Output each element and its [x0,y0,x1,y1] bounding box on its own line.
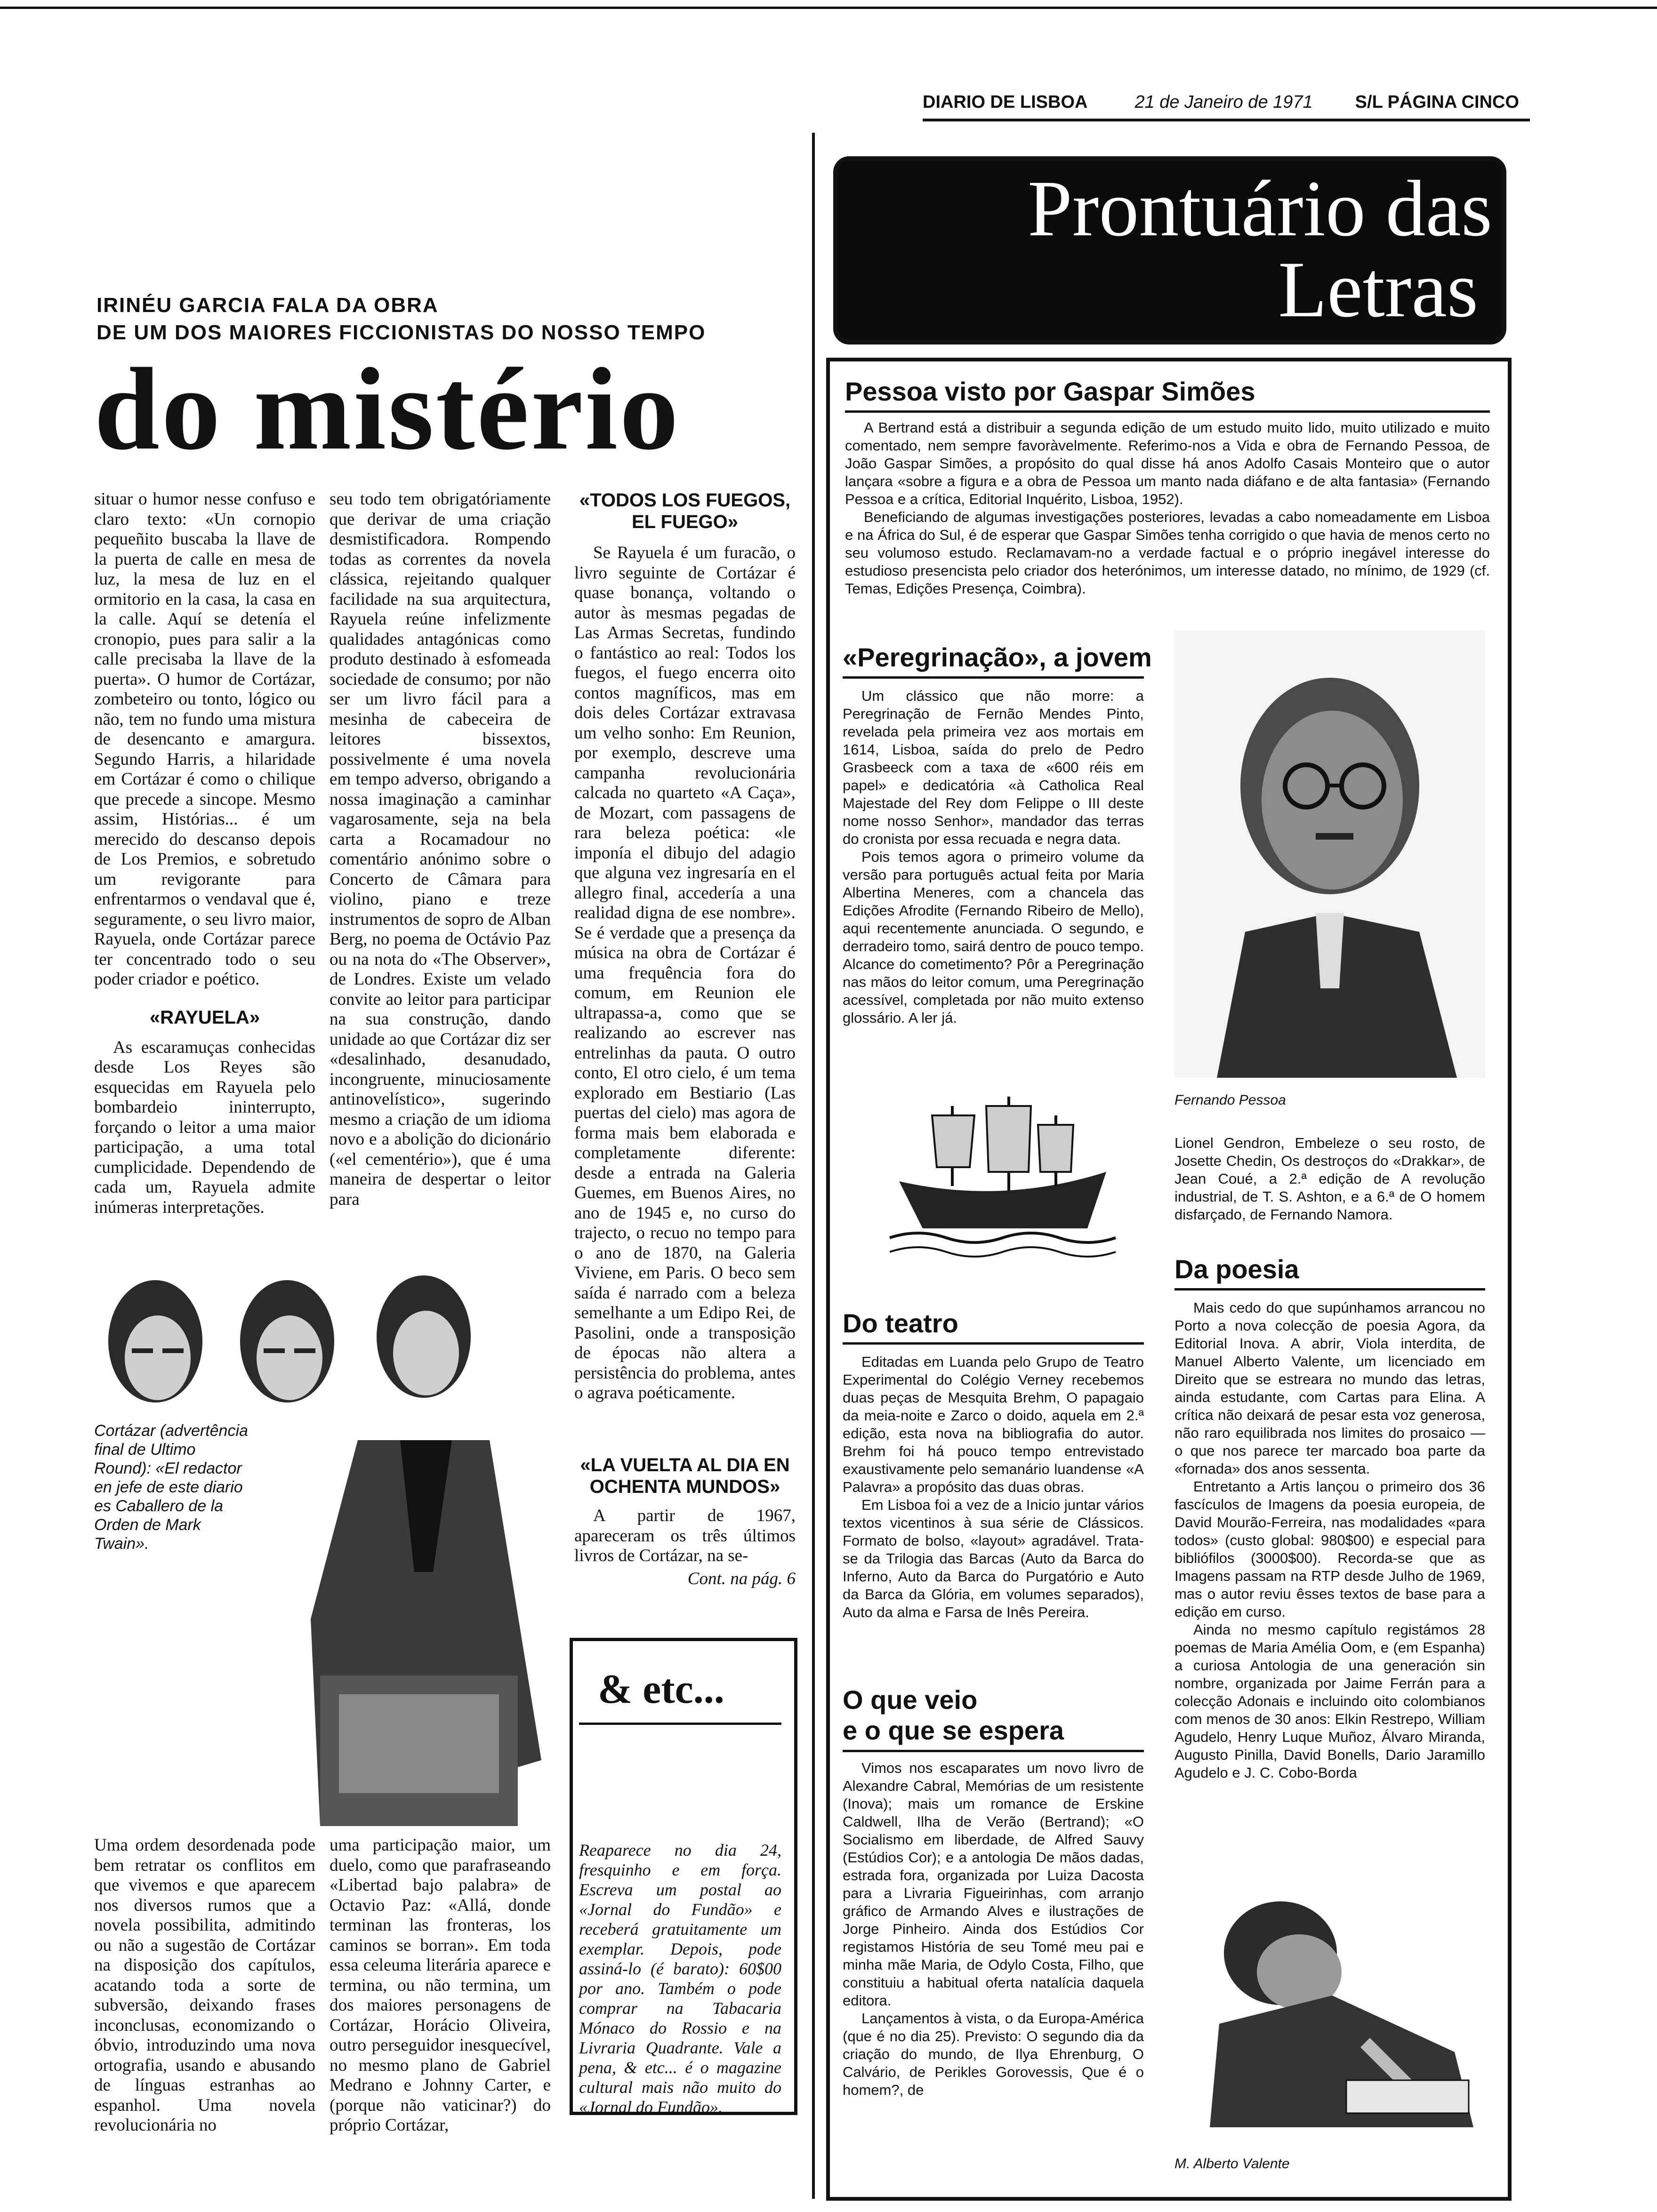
subheading-la-vuelta: «LA VUELTA AL DIA EN OCHENTA MUNDOS» [580,1455,790,1497]
teatro-paragraph-1: Editadas em Luanda pelo Grupo de Teatro Experimental do Colégio Verney recebemos duas peças de Mesquita Brehm, O papagaio da meia-noite e Zarco o doido, aquela em 2.ª edição, esta nova na bibliografia do autor. Brehm foi há pouco tempo entrevistado exaustivamente pelo semanário luandense «A Palavra» a propósito das duas obras. [843,1354,1144,1495]
poesia-paragraph-3: Ainda no mesmo capítulo registámos 28 poemas de Maria Amélia Oom, e (em Espanha) a curiosa Antologia de una generación sin nombre, organizada por Jaime Ferrán para a colecção Adonais e incluindo oito colombianos com menos de 30 anos: Elkin Restrepo, William Agudelo, Henry Luque Muñoz, Álvaro Miranda, Augusto Pinilla, David Bonells, Dario Jaramillo Agudelo e J. C. Cobo-Borda [1174,1621,1485,1781]
bottom-column-1 [94,1835,315,2174]
veio-paragraph-1: Vimos nos escaparates um novo livro de Alexandre Cabral, Memórias de um resistente (Inova); mais um romance de Erskine Caldwell, Ilha de Verão (Bertrand); «O Socialismo em liberdade, de Alfred Sauvy (Estúdios Cor); e a antologia De mãos dadas, estrada fora, organizada por Luiza Dacosta para a Livraria Figueirinhas, com arranjo gráfico de Armando Alves e ilustrações de Jorge Pinheiro. Ainda dos Estúdios Cor registamos História de seu Tomé meu pai e minha mãe Maria, de Odylo Costa, Filho, que constituiu a habitual oferta natalícia daquela editora. [843,1760,1144,2009]
bottom-column-1-paragraph: Uma ordem desordenada pode bem retratar os conflitos em que vivemos e que aparecem nos diversos rumos que a novela possibilita, admitindo ou não a sugestão de Cortázar na disposição dos capítulos, acatando toda a sorte de subversão, deixando frases inconclusas, economizando o óbvio, introduzindo uma nova ortografia, usando e abusando de línguas estranhas ao espanhol. Uma novela revolucionária no [94,1835,315,2135]
cortazar-portrait-1 [108,1280,202,1403]
subheading-todos-los-fuegos: «TODOS LOS FUEGOS, EL FUEGO» [579,490,791,532]
newspaper-name: DIARIO DE LISBOA [923,92,1088,112]
subheading-rayuela: «RAYUELA» [149,1007,260,1028]
pessoa-caption: Fernando Pessoa [1174,1092,1286,1108]
veio-paragraph-2: Lançamentos à vista, o da Europa-América (que é no dia 25). Previsto: O segundo dia da criação do mundo, de Ilya Ehrenburg, O Calvário, de Perikles Gorovessis, Que é o homem?, de [843,2010,1144,2098]
article-column-1 [94,489,315,1217]
section-rule-pessoa [845,410,1490,413]
article-column-3 [574,489,796,1403]
section-title-veio-line-1: O que veio [843,1685,978,1715]
column-1-paragraph: situar o humor nesse confuso e claro texto: «Un cornopio pequeñito buscaba la llave de la puerta de calle en mesa de luz, la mesa de luz en el ormitorio en la casa, la casa en la calle. Aquí se detenía el cronopio, pues para salir a la calle precisaba la llave de la puerta». O humor de Cortázar, zombeteiro ou tonto, lógico ou não, tem no fundo uma mistura de desencanto e amargura. Segundo Harris, a hilaridade em Cortázar é como o chilique que precede a sincope. Mesmo assim, Histórias... é um merecido do descanso depois de Los Premios, e sobretudo um revigorante para enfrentarmos o vendaval que é, seguramente, o seu livro maior, Rayuela, onde Cortázar parece ter concentrado todo o seu poder criador e poético. [94,489,315,989]
issue-date: 21 de Janeiro de 1971 [1134,92,1313,112]
bottom-column-2-paragraph: uma participação maior, um duelo, como que parafraseando «Libertad bajo palabra» de Octavio Paz: «Allá, donde terminan las fronteras, los caminos se borran». Em toda essa celeuma literária aparece e termina, ou não termina, um dos maiores personagens de Cortázar, Horácio Oliveira, outro perseguidor inesquecível, no mesmo plano de Gabriel Medrano e Johnny Carter, e (porque não vaticinar?) do próprio Cortázar, [330,1835,551,2135]
page-header [923,92,1535,114]
banner-title-line-2: Letras [1278,245,1478,334]
continued-note: Cont. na pág. 6 [687,1569,796,1588]
top-border-rule [0,7,1657,9]
section-title-teatro: Do teatro [843,1308,958,1338]
article-column-2 [330,489,551,1224]
lionel-paragraph: Lionel Gendron, Embeleze o seu rosto, de Josette Chedin, Os destroços do «Drakkar», de Jean Coué, a 2.ª edição de A revolução industrial, de T. S. Ashton, e a 6.ª de O homem disfarçado, de Fernando Namora. [1174,1135,1485,1223]
kicker-line-2: DE UM DOS MAIORES FICCIONISTAS DO NOSSO TEMPO [97,321,706,344]
section-rule-teatro [843,1342,1144,1345]
fernando-pessoa-photo [1174,631,1485,1078]
section-title-veio-line-2: e o que se espera [843,1715,1064,1745]
poesia-paragraph-1: Mais cedo do que supúnhamos arrancou no Porto a nova colecção de poesia Agora, da Editorial Inova. A abrir, Viola interdita, de Manuel Alberto Valente, um licenciado em Direito que se estreara no mundo das letras, ainda estudante, com Cartas para Elina. A crítica não deixará de pesar esta voz generosa, não raro equilibrada nos limites do prosaico — o que nos parece ter marcado boa parte da «fornada» dos anos sessenta. [1174,1299,1485,1477]
etc-text: Reaparece no dia 24, fresquinho e em força. Escreva um postal ao «Jornal do Fundão» e receberá gratuitamente um exemplar. Depois, pode assiná-lo (é barato): 60$00 por ano. Também o pode comprar na Tabacaria Mónaco do Rossio e na Livraria Quadrante. Vale a pena, & etc... é o magazine cultural mais não muito do «Jornal do Fundão». [579,1841,781,2116]
banner-title-line-1: Prontuário das [1028,164,1492,253]
peregrinacao-text [843,687,1144,1073]
section-title-poesia: Da poesia [1174,1254,1299,1284]
bottom-column-2 [330,1835,551,2174]
page-label: S/L PÁGINA CINCO [1355,92,1520,112]
etc-title: & etc... [598,1667,724,1712]
poesia-text [1174,1299,1485,1878]
pessoa-text [845,419,1490,659]
teatro-text [843,1353,1144,1678]
header-rule [923,119,1530,121]
valente-caption: M. Alberto Valente [1174,2156,1290,2172]
column-divider [812,133,815,2199]
column-2-paragraph: seu todo tem obrigatóriamente que derivar de uma criação desmistificadora. Rompendo todas as correntes da novela clássica, rejeitando qualquer facilidade na sua arquitectura, Rayuela reúne infelizmente qualidades antagónicas como produto destinado à esfomeada sociedade de consumo; por não ser um livro fácil para a mesinha de cabeceira de leitores bissextos, possivelmente é uma novela em tempo adverso, obrigando a nossa imaginação a caminhar vagarosamente, seja na bela carta a Rocamadour no comentário anónimo sobre o Concerto de Câmara para violino, piano e treze instrumentos de sopro de Alban Berg, no poema de Octávio Paz ou na nota do «The Observer», de Londres. Existe um velado convite ao leitor para participar na sua construção, dando unidade ao que Cortázar diz ser «desalinhado, desanudado, incongruente, minuciosamente antinovelístico», sugerindo mesmo a criação de um idioma novo e a abolição do dicionário («el cementério»), que é uma maneira de despertar o leitor para [330,489,551,1209]
column-3-paragraph: Se Rayuela é um furacão, o livro seguinte de Cortázar é quase bonança, voltando o autor às mesmas pegadas de Las Armas Secretas, fundindo o fantástico ao real: Todos los fuegos, el fuego encerra oito contos magníficos, mas em dois deles Cortázar extravasa um velho sonho: Em Reunion, por exemplo, descreve uma campanha revolucionária calcada no quarteto «A Caça», de Mozart, com passagens de rara beleza poética: «le imponía el dibujo del adagio que alguna vez ingresaría en el allegro final, accedería a una realidad digna de ese nombre». Se é verdade que a presença da música na obra de Cortázar é uma frequência fora do comum, em Reunion ele ultrapassa-a, como que se realizando ao escrever nas entrelinhas da pauta. O outro conto, El otro cielo, é um tema explorado em Bestiario (Las puertas del cielo) mas agora de forma mais bem elaborada e completamente diferente: desde a entrada na Galeria Guemes, em Buenos Aires, no ano de 1945 e, no curso do trajecto, o recuo no tempo para o ano de 1870, na Galeria Viviene, em Paris. O beco sem saída é narrado com a beleza semelhante a um Edipo Rei, de Pasolini, onde a transposição de épocas não altera a persistência do problema, antes o agrava poéticamente. [574,543,796,1403]
section-title-peregrinacao: «Peregrinação», a jovem [843,642,1152,672]
kicker-line-1: IRINÉU GARCIA FALA DA OBRA [97,294,439,317]
section-rule-veio [843,1750,1144,1752]
ship-illustration [890,1087,1116,1285]
column-1-paragraph-2: As escaramuças conhecidas desde Los Reyes são esquecidas em Rayuela pelo bombardeio ininterrupto, forçando o leitor a uma maior participação, a uma total cumplicidade. Dependendo de cada um, Rayuela admite inúmeras interpretações. [94,1037,315,1217]
pessoa-paragraph-2: Beneficiando de algumas investigações posteriores, levadas a cabo nomeadamente em Lisboa e na África do Sul, é de esperar que Gaspar Simões tenha corrigido o que havia de menos certo no seu volumoso estudo. Reclamavam-no a verdade factual e o próprio inegável interesse do estudioso presencista pelo criador dos heterónimos, um interesse datado, no mínimo, de 1929 (cf. Temas, Edições Presença, Coimbra). [845,509,1490,597]
lionel-text [1174,1134,1485,1247]
poesia-paragraph-2: Entretanto a Artis lançou o primeiro dos 36 fascículos de Imagens da poesia europeia, de David Mourão-Ferreira, nas modalidades «para todos» (custo global: 980$00) e especial para bibliófilos (3000$00). Recorda-se que as Imagens passam na RTP desde Julho de 1969, mas o autor reviu êsses textos de base para a edição em curso. [1174,1478,1485,1620]
veio-text [843,1759,1144,2183]
etc-rule [579,1723,781,1725]
section-rule-poesia [1174,1288,1485,1290]
article-headline: do mistério [94,344,681,474]
article-column-3-lower [574,1454,796,1633]
cortazar-caption: Cortázar (advertência final de Ultimo Round): «El redactor en jefe de este diario es Caballero de la Orden de Mark Twain». [94,1422,248,1553]
cortazar-portrait-2 [240,1280,334,1403]
pessoa-paragraph-1: A Bertrand está a distribuir a segunda edição de um estudo muito lido, muito utilizado e muito comentado, nem sempre favoràvelmente. Referimo-nos a Vida e obra de Fernando Pessoa, de João Gaspar Simões, a propósito do qual disse há anos Adolfo Casais Monteiro que o autor lançara «sobre a figura e a obra de Pessoa um manto nada diáfano e de alta fantasia» (Fernando Pessoa e a crítica, Editorial Inquérito, Lisboa, 1952). [845,419,1490,507]
section-title-pessoa: Pessoa visto por Gaspar Simões [845,377,1255,406]
article-kicker [97,292,756,346]
teatro-paragraph-2: Em Lisboa foi a vez de a Inicio juntar vários textos vicentinos à sua série de Clássicos. Formato de bolso, «layout» agradável. Trata-se da Trilogia das Barcas (Auto da Barca do Inferno, Auto da Barca do Purgatório e Auto da Barca da Glória, em volumes separados), Auto da alma e Farsa de Inês Pereira. [843,1497,1144,1620]
peregrinacao-paragraph-1: Um clássico que não morre: a Peregrinação de Fernão Mendes Pinto, revelada pela primeira vez aos mortais em 1614, Lisboa, saída do prelo de Pedro Grasbeeck com a taxa de «600 réis em papel» e dedicatória «à Catholica Real Majestade del Rey dom Felippe o III deste nome nosso Senhor», mandador das terras do cronista por essa recuada e negra data. [843,688,1144,847]
column-3-paragraph-2: A partir de 1967, apareceram os três últimos livros de Cortázar, na se- [574,1506,796,1565]
section-rule-peregrinacao [843,676,1144,679]
peregrinacao-paragraph-2: Pois temos agora o primeiro volume da versão para português actual feita por Maria Albertina Meneres, com a chancela das Edições Afrodite (Fernando Ribeiro de Mello), aqui recentemente anunciada. O segundo, e derradeiro tomo, sairá dentro de pouco tempo. Alcance do cometimento? Pôr a Peregrinação nas mãos do leitor comum, uma Peregrinação acessível, completada por não muito extenso glossário. A ler já. [843,849,1144,1026]
alberto-valente-photo [1191,1883,1483,2127]
